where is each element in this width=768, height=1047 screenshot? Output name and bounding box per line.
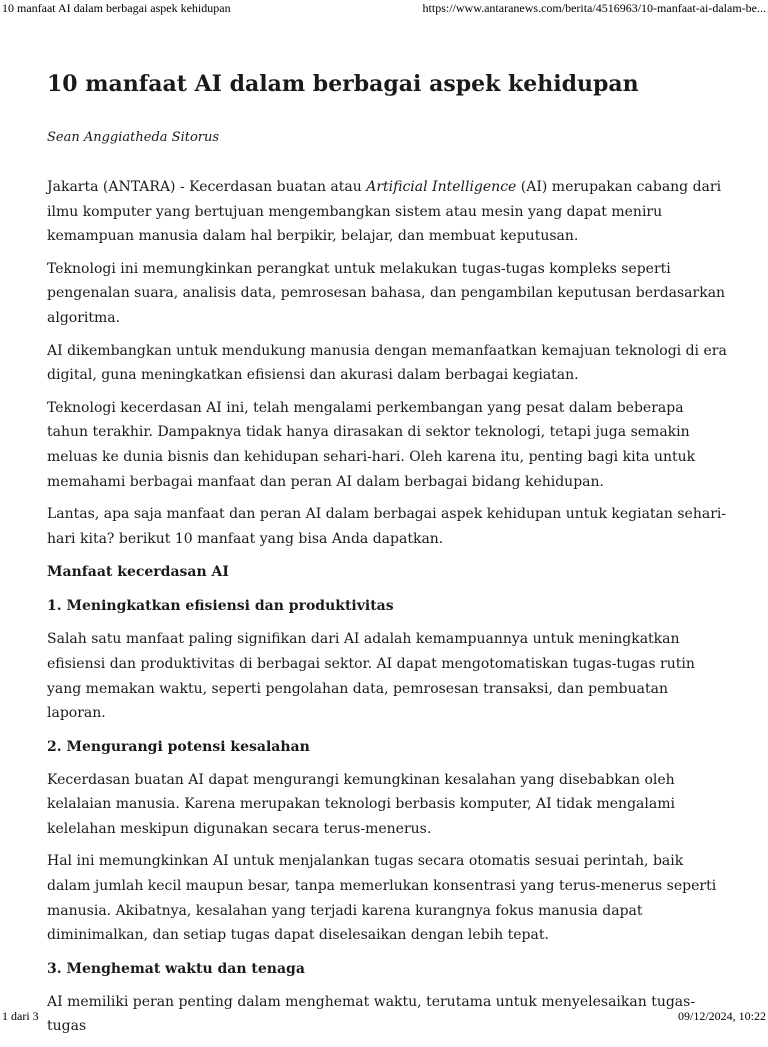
- paragraph: Teknologi kecerdasan AI ini, telah mengalami perkembangan yang pesat dalam beberapa tahun terakhir. Dampaknya tidak hanya dirasakan di sektor teknologi, tetapi juga semakin meluas ke dunia bisnis dan kehidupan sehari-hari. Oleh karena itu, penting bagi kita untuk memahami berbagai manfaat dan peran AI dalam berbagai bidang kehidupan.: [47, 399, 696, 490]
- paragraph-intro-post: (AI) merupakan cabang dari ilmu komputer yang bertujuan mengembangkan sistem atau mesin yang dapat meniru kemampuan manusia dalam hal berpikir, belajar, dan membuat keputusan.: [47, 179, 722, 245]
- print-datetime: 09/12/2024, 10:22: [677, 1009, 766, 1023]
- paragraph-intro-emphasis: Artificial Intelligence: [366, 179, 517, 195]
- paragraph-intro: [47, 175, 727, 249]
- paragraph: Lantas, apa saja manfaat dan peran AI dalam berbagai aspek kehidupan untuk kegiatan sehari-hari kita? berikut 10 manfaat yang bisa Anda dapatkan.: [47, 506, 727, 547]
- section-heading: Manfaat kecerdasan AI: [47, 564, 229, 581]
- print-header-title: 10 manfaat AI dalam berbagai aspek kehidupan: [2, 1, 231, 15]
- paragraph: Kecerdasan buatan AI dapat mengurangi kemungkinan kesalahan yang disebabkan oleh kelalaian manusia. Karena merupakan teknologi berbasis komputer, AI tidak mengalami kelelahan meskipun digunakan secara terus-menerus.: [47, 771, 675, 837]
- paragraph: AI memiliki peran penting dalam menghemat waktu, terutama untuk menyelesaikan tugas-tugas: [47, 993, 696, 1035]
- paragraph-intro-pre: Jakarta (ANTARA) - Kecerdasan buatan atau: [47, 179, 367, 195]
- paragraph: Salah satu manfaat paling signifikan dari AI adalah kemampuannya untuk meningkatkan efisiensi dan produktivitas di berbagai sektor. AI dapat mengotomatiskan tugas-tugas rutin yang memakan waktu, seperti pengolahan data, pemrosesan transaksi, dan pembuatan laporan.: [47, 631, 695, 722]
- print-footer: [0, 1008, 768, 1024]
- paragraph: Teknologi ini memungkinkan perangkat untuk melakukan tugas-tugas kompleks seperti pengenalan suara, analisis data, pemrosesan bahasa, dan pengambilan keputusan berdasarkan algoritma.: [47, 260, 726, 326]
- article-title: 10 manfaat AI dalam berbagai aspek kehidupan: [47, 71, 639, 97]
- page-indicator: 1 dari 3: [2, 1009, 39, 1023]
- subsection-heading-3: 3. Menghemat waktu dan tenaga: [47, 960, 305, 977]
- print-header: [0, 0, 768, 16]
- article-body: [47, 175, 727, 1047]
- article-author: Sean Anggiatheda Sitorus: [47, 130, 220, 145]
- print-header-url: https://www.antaranews.com/berita/4516963/10-manfaat-ai-dalam-be...: [422, 1, 766, 15]
- subsection-heading-2: 2. Mengurangi potensi kesalahan: [47, 738, 310, 755]
- paragraph: Hal ini memungkinkan AI untuk menjalankan tugas secara otomatis sesuai perintah, baik dalam jumlah kecil maupun besar, tanpa memerlukan konsentrasi yang terus-menerus seperti manusia. Akibatnya, kesalahan yang terjadi karena kurangnya fokus manusia dapat diminimalkan, dan setiap tugas dapat diselesaikan dengan lebih tepat.: [47, 853, 717, 944]
- subsection-heading-1: 1. Meningkatkan efisiensi dan produktivitas: [47, 598, 394, 615]
- paragraph: AI dikembangkan untuk mendukung manusia dengan memanfaatkan kemajuan teknologi di era digital, guna meningkatkan efisiensi dan akurasi dalam berbagai kegiatan.: [47, 342, 727, 384]
